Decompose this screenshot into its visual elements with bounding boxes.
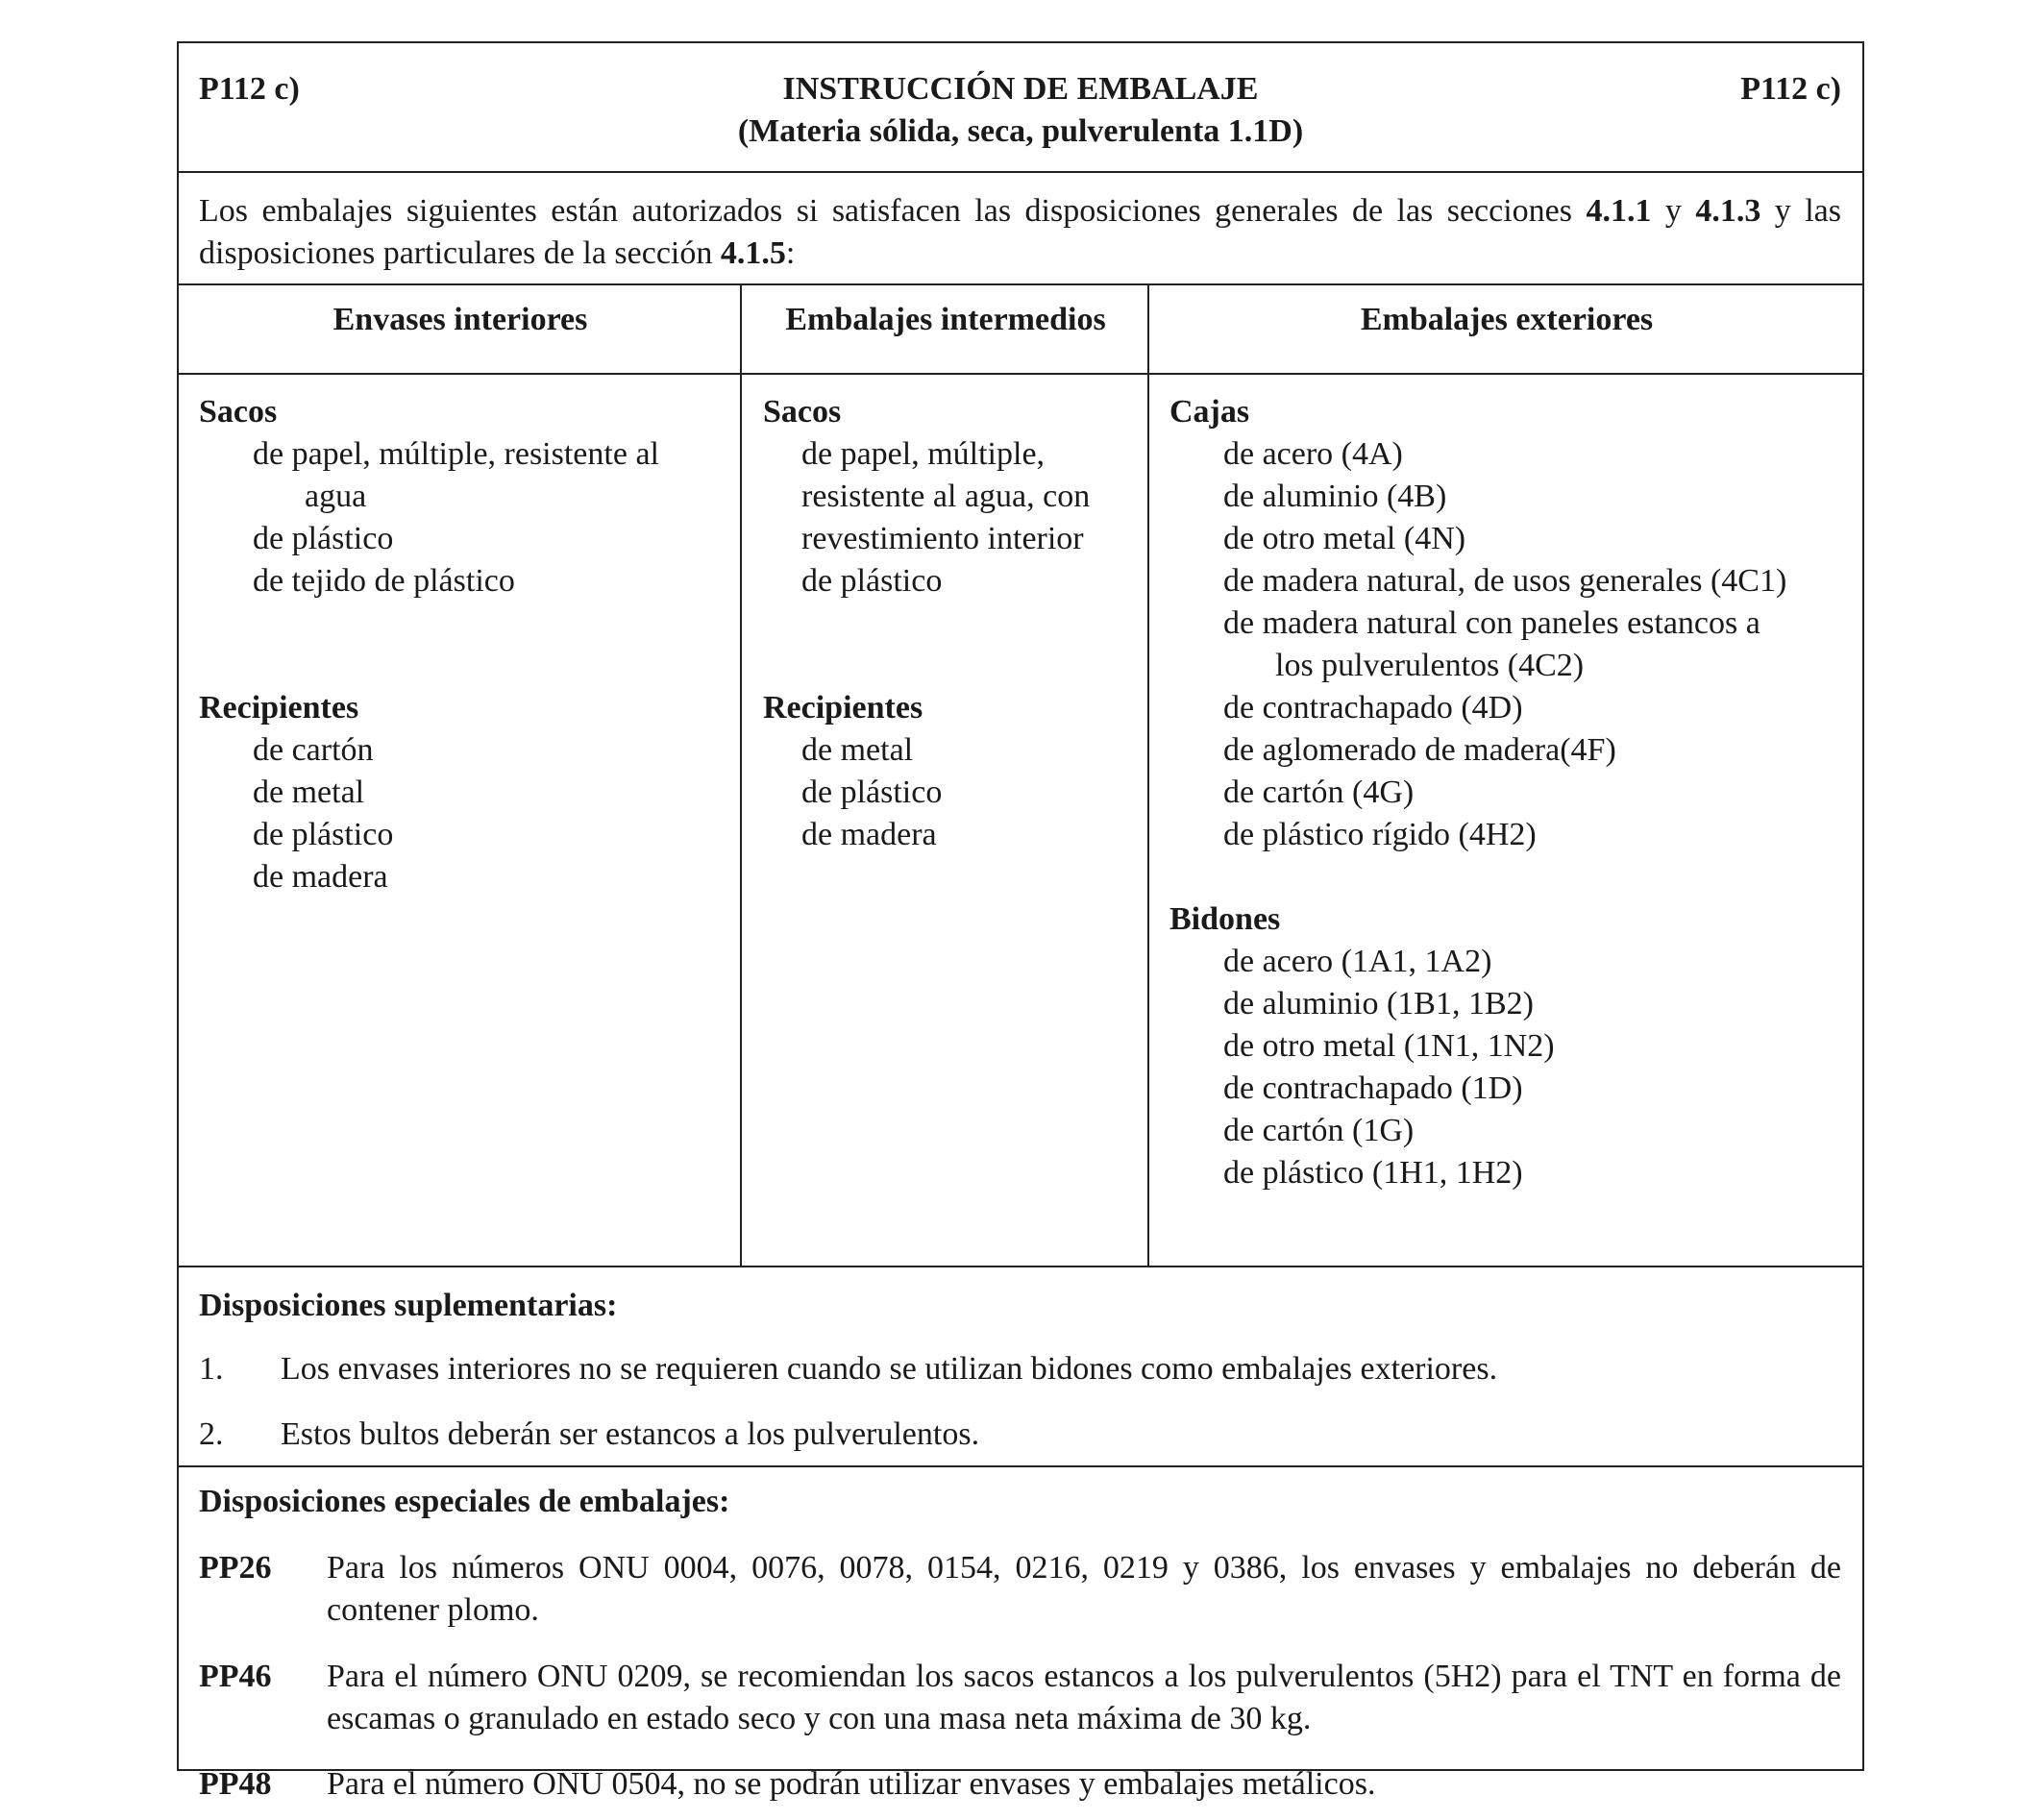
list-item: de papel, múltiple, resistente al (253, 436, 659, 472)
list-item: de plástico (253, 817, 394, 852)
list-item: de aluminio (4B) (1223, 479, 1447, 514)
provision-code: PP26 (199, 1550, 272, 1586)
list-item: de aglomerado de madera(4F) (1223, 732, 1616, 768)
provision-text: Para el número ONU 0504, no se podrán utilizar envases y embalajes metálicos. (327, 1766, 1376, 1802)
list-heading: Bidones (1169, 901, 1281, 937)
instruction-title: INSTRUCCIÓN DE EMBALAJE (782, 71, 1259, 107)
item-text: Los envases interiores no se requieren cuando se utilizan bidones como embalajes exteriores. (281, 1351, 1498, 1387)
intermediate-packagings-list (763, 391, 1147, 856)
list-item: de contrachapado (1D) (1223, 1070, 1523, 1106)
intro-text: y (1651, 193, 1696, 229)
list-item: agua (305, 479, 367, 514)
list-item: de plástico (801, 563, 943, 599)
list-heading: Recipientes (199, 690, 359, 726)
list-item: de plástico (801, 775, 943, 810)
provision-text: Para el número ONU 0209, se recomiendan los sacos estancos a los pulverulentos (5H2) para el TNT en forma de escamas o granulado en estado seco y con una masa neta máxima de 30 kg. (327, 1659, 1841, 1736)
instruction-code-left: P112 c) (199, 71, 300, 107)
list-item: de cartón (253, 732, 374, 768)
list-heading: Sacos (763, 394, 842, 430)
divider (179, 283, 1862, 285)
item-text: Estos bultos deberán ser estancos a los pulverulentos. (281, 1416, 980, 1452)
item-number: 1. (199, 1351, 224, 1387)
special-provisions-title: Disposiciones especiales de embalajes: (199, 1484, 730, 1519)
provision-code: PP48 (199, 1766, 272, 1802)
intro-text: y las disposiciones particulares de la sección (199, 193, 1841, 271)
divider (179, 1465, 1862, 1467)
section-ref: 4.1.5 (720, 235, 786, 271)
divider (179, 373, 1862, 375)
column-header-intermediate: Embalajes intermedios (785, 302, 1106, 337)
list-heading: Recipientes (763, 690, 923, 726)
list-item: de madera natural con paneles estancos a (1223, 605, 1760, 641)
column-divider (1147, 283, 1149, 1266)
list-item: de plástico (253, 521, 394, 556)
outer-packagings-list (1169, 391, 1861, 1194)
list-item: de contrachapado (4D) (1223, 690, 1523, 726)
list-item: de plástico rígido (4H2) (1223, 817, 1537, 852)
list-item: de otro metal (4N) (1223, 521, 1466, 556)
instruction-code-right: P112 c) (1740, 71, 1841, 107)
section-ref: 4.1.1 (1586, 193, 1652, 229)
list-item: de madera (801, 817, 937, 852)
inner-packagings-list (199, 391, 737, 898)
instruction-subtitle: (Materia sólida, seca, pulverulenta 1.1D) (737, 113, 1304, 149)
list-item: de metal (801, 732, 914, 768)
list-item: de papel, múltiple, (801, 436, 1046, 472)
list-item: de acero (1A1, 1A2) (1223, 944, 1492, 979)
intro-text: Los embalajes siguientes están autorizados si satisfacen las disposiciones generales de las secciones (199, 193, 1587, 229)
packing-instruction-table (177, 41, 1864, 1802)
list-item: de aluminio (1B1, 1B2) (1223, 986, 1534, 1021)
intro-paragraph (199, 190, 1841, 275)
instruction-title-block (179, 68, 1862, 153)
intro-text: : (785, 235, 796, 271)
list-item: de tejido de plástico (253, 563, 515, 599)
supplementary-title: Disposiciones suplementarias: (199, 1288, 618, 1323)
list-item: resistente al agua, con (801, 479, 1091, 514)
list-item: de metal (253, 775, 365, 810)
list-item: de otro metal (1N1, 1N2) (1223, 1028, 1555, 1064)
divider (179, 171, 1862, 173)
list-item: los pulverulentos (4C2) (1275, 648, 1585, 683)
list-item: de plástico (1H1, 1H2) (1223, 1155, 1523, 1191)
list-item: de acero (4A) (1223, 436, 1403, 472)
column-divider (740, 283, 742, 1266)
provision-code: PP46 (199, 1659, 272, 1694)
item-number: 2. (199, 1416, 224, 1452)
list-item: de cartón (4G) (1223, 775, 1415, 810)
list-heading: Cajas (1169, 394, 1250, 430)
column-header-inner: Envases interiores (332, 302, 588, 337)
list-item: de madera natural, de usos generales (4C1) (1223, 563, 1787, 599)
list-item: de cartón (1G) (1223, 1113, 1415, 1148)
divider (179, 1266, 1862, 1267)
section-ref: 4.1.3 (1695, 193, 1761, 229)
provision-text: Para los números ONU 0004, 0076, 0078, 0154, 0216, 0219 y 0386, los envases y embalajes no deberán de contener plomo. (327, 1550, 1841, 1628)
list-item: revestimiento interior (801, 521, 1084, 556)
column-header-outer: Embalajes exteriores (1360, 302, 1654, 337)
list-heading: Sacos (199, 394, 278, 430)
list-item: de madera (253, 859, 388, 895)
